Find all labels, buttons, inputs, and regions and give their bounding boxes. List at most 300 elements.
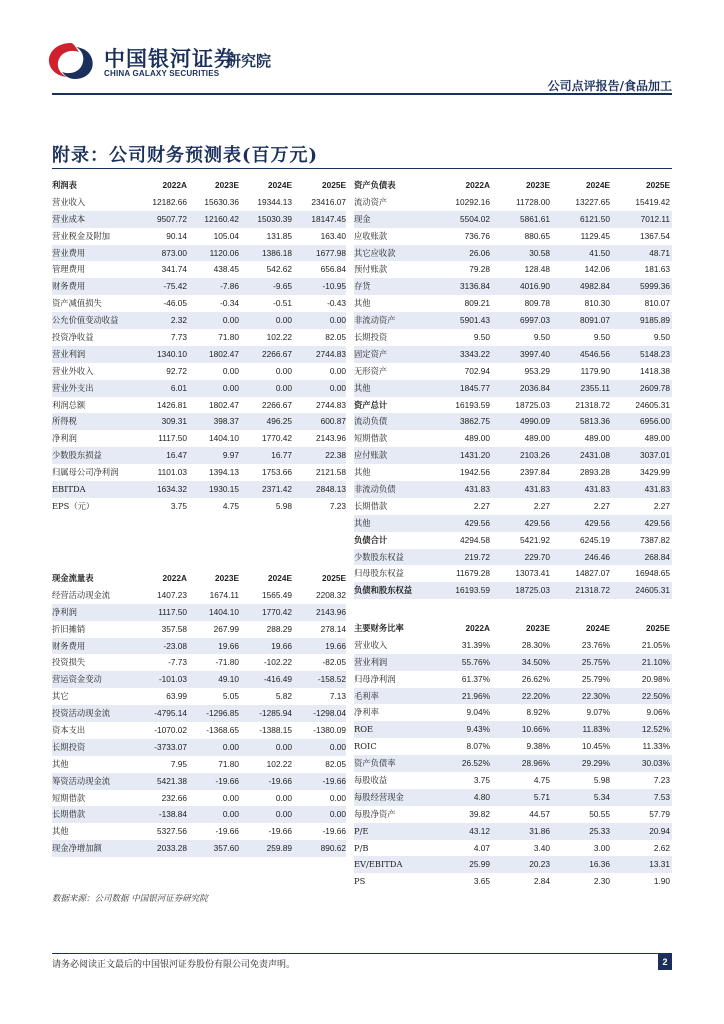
table-row — [52, 278, 346, 295]
row-label: 少数股东损益 — [52, 450, 102, 461]
row-label: 归属母公司净利润 — [52, 467, 119, 478]
row-value: -1285.94 — [259, 708, 292, 719]
row-value: 7.23 — [329, 500, 346, 511]
row-value: 31.39% — [461, 639, 490, 650]
row-value: 2848.13 — [316, 484, 346, 495]
row-value: 9507.72 — [157, 213, 187, 224]
row-value: 3.65 — [473, 876, 490, 887]
row-label: 投资损失 — [52, 657, 86, 668]
row-label: 现金 — [354, 213, 371, 224]
row-value: 22.30% — [581, 690, 610, 701]
row-value: 16.36 — [589, 859, 610, 870]
table-row — [52, 261, 346, 278]
table-row — [354, 228, 672, 245]
row-label: 投资活动现金流 — [52, 708, 111, 719]
row-value: 5421.92 — [520, 534, 550, 545]
row-value: 128.48 — [524, 264, 550, 275]
row-value: 5861.61 — [520, 213, 550, 224]
row-label: 公允价值变动收益 — [52, 315, 119, 326]
table-row — [52, 840, 346, 857]
table-row — [52, 688, 346, 705]
table-row — [52, 705, 346, 722]
row-value: 2893.28 — [580, 467, 610, 478]
row-value: 953.29 — [524, 365, 550, 376]
row-value: 5.98 — [593, 775, 610, 786]
row-value: 1802.47 — [209, 348, 239, 359]
row-value: 61.37% — [461, 673, 490, 684]
row-value: 4.07 — [473, 842, 490, 853]
page-number: 2 — [658, 954, 672, 970]
row-value: -1388.15 — [259, 725, 292, 736]
report-type: 公司点评报告/食品加工 — [547, 79, 672, 93]
row-value: 431.83 — [584, 484, 610, 495]
row-value: 9.07% — [586, 707, 610, 718]
appendix-title: 附录：公司财务预测表(百万元) — [52, 145, 319, 166]
row-value: 8091.07 — [580, 315, 610, 326]
row-label: 应收账款 — [354, 230, 388, 241]
row-value: -19.66 — [268, 826, 292, 837]
row-value: 11679.28 — [456, 568, 490, 579]
row-value: 2.27 — [473, 500, 490, 511]
row-value: 48.71 — [649, 247, 670, 258]
row-value: 5901.43 — [460, 315, 490, 326]
row-label: 应付账款 — [354, 450, 388, 461]
row-value: 9.38% — [526, 741, 550, 752]
row-value: 3429.99 — [640, 467, 670, 478]
row-value: 20.23 — [529, 859, 550, 870]
table-header-row — [354, 620, 672, 637]
table-row — [52, 228, 346, 245]
table-row — [354, 464, 672, 481]
year-header: 2025E — [322, 180, 346, 190]
row-value: 0.00 — [329, 741, 346, 752]
row-value: 22.50% — [641, 690, 670, 701]
row-value: 3037.01 — [640, 450, 670, 461]
row-value: 288.29 — [266, 623, 292, 634]
row-label: 资产总计 — [354, 399, 388, 410]
table-header-row — [52, 177, 346, 194]
row-value: 20.94 — [649, 825, 670, 836]
row-value: 2355.11 — [580, 382, 610, 393]
year-header: 2025E — [646, 623, 670, 633]
row-label: 利润总额 — [52, 399, 86, 410]
table-row — [52, 823, 346, 840]
table-row — [52, 654, 346, 671]
row-label: 资产减值损失 — [52, 298, 102, 309]
row-value: 26.52% — [461, 758, 490, 769]
row-value: 2.27 — [653, 500, 670, 511]
row-value: 429.56 — [584, 517, 610, 528]
table-title: 主要财务比率 — [354, 623, 404, 633]
row-value: 90.14 — [166, 230, 187, 241]
row-value: 873.00 — [161, 247, 187, 258]
row-label: 资产负债率 — [354, 758, 396, 769]
row-value: 0.00 — [329, 792, 346, 803]
row-value: 1674.11 — [209, 589, 239, 600]
row-value: -19.66 — [268, 775, 292, 786]
row-value: 1.90 — [653, 876, 670, 887]
row-value: 71.80 — [218, 332, 239, 343]
table-row — [354, 245, 672, 262]
row-value: 1431.20 — [460, 450, 490, 461]
table-row — [354, 397, 672, 414]
row-label: 归母股东权益 — [354, 568, 404, 579]
row-value: 2143.96 — [316, 606, 346, 617]
row-label: EV/EBITDA — [354, 859, 403, 870]
row-value: 7387.82 — [640, 534, 670, 545]
row-value: 1101.03 — [157, 467, 187, 478]
row-value: -75.42 — [163, 281, 187, 292]
table-row — [52, 245, 346, 262]
row-value: 49.10 — [218, 674, 239, 685]
row-label: EPS（元） — [52, 500, 95, 511]
row-value: 5.82 — [275, 691, 292, 702]
row-value: 429.56 — [464, 517, 490, 528]
year-header: 2023E — [526, 180, 550, 190]
row-value: 41.50 — [589, 247, 610, 258]
row-label: ROIC — [354, 741, 377, 752]
row-value: -7.86 — [220, 281, 239, 292]
row-value: 357.60 — [213, 843, 239, 854]
row-label: 营业外支出 — [52, 382, 94, 393]
table-row — [354, 346, 672, 363]
row-label: 经营活动现金流 — [52, 589, 111, 600]
row-value: 431.83 — [644, 484, 670, 495]
row-value: 1565.49 — [262, 589, 292, 600]
table-row — [52, 413, 346, 430]
table-row — [354, 755, 672, 772]
row-value: 431.83 — [524, 484, 550, 495]
row-value: 9.43% — [466, 724, 490, 735]
table-row — [354, 721, 672, 738]
year-header: 2025E — [646, 180, 670, 190]
row-value: 6121.50 — [580, 213, 610, 224]
row-value: 10.66% — [521, 724, 550, 735]
row-value: 63.99 — [166, 691, 187, 702]
table-row — [354, 363, 672, 380]
row-value: 24605.31 — [635, 585, 670, 596]
row-value: 57.79 — [649, 808, 670, 819]
row-value: 21.96% — [461, 690, 490, 701]
row-value: 44.57 — [529, 808, 550, 819]
row-value: 809.21 — [464, 298, 490, 309]
row-value: 22.38 — [325, 450, 346, 461]
row-value: 163.40 — [320, 230, 346, 241]
row-value: 22.20% — [521, 690, 550, 701]
table-row — [354, 840, 672, 857]
table-row — [354, 194, 672, 211]
row-value: 30.58 — [529, 247, 550, 258]
row-value: 2.30 — [593, 876, 610, 887]
row-value: 1404.10 — [209, 606, 239, 617]
row-value: 0.00 — [329, 365, 346, 376]
year-header: 2023E — [526, 623, 550, 633]
row-value: -0.43 — [327, 298, 346, 309]
table-row — [52, 380, 346, 397]
row-label: 营业外收入 — [52, 365, 94, 376]
row-value: 0.00 — [329, 809, 346, 820]
cash-flow-table — [52, 570, 346, 857]
year-header: 2024E — [586, 623, 610, 633]
row-value: 23416.07 — [311, 196, 346, 207]
row-value: 0.00 — [222, 365, 239, 376]
table-row — [354, 873, 672, 890]
table-row — [354, 413, 672, 430]
table-row — [52, 671, 346, 688]
row-value: 431.83 — [464, 484, 490, 495]
row-label: 其它 — [52, 691, 69, 702]
table-header-row — [354, 177, 672, 194]
row-value: 398.37 — [213, 416, 239, 427]
row-value: -1070.02 — [154, 725, 187, 736]
row-value: 1942.56 — [460, 467, 490, 478]
table-row — [354, 637, 672, 654]
row-value: 219.72 — [464, 551, 490, 562]
row-label: 流动负债 — [354, 416, 388, 427]
row-value: 5327.56 — [157, 826, 187, 837]
row-value: 809.78 — [524, 298, 550, 309]
row-value: 12.52% — [641, 724, 670, 735]
row-label: 现金净增加额 — [52, 843, 102, 854]
row-value: 8.92% — [526, 707, 550, 718]
row-value: -0.51 — [273, 298, 292, 309]
row-label: 其它应收款 — [354, 247, 396, 258]
row-label: P/B — [354, 842, 369, 853]
title-divider — [52, 168, 672, 169]
year-header: 2024E — [586, 180, 610, 190]
income-statement-table — [52, 177, 346, 515]
row-value: -1380.09 — [313, 725, 346, 736]
table-row — [52, 638, 346, 655]
row-label: 非流动资产 — [354, 315, 396, 326]
row-value: 0.00 — [275, 315, 292, 326]
row-value: 1802.47 — [209, 399, 239, 410]
data-source-note: 数据来源：公司数据 中国银河证券研究院 — [52, 894, 208, 904]
footer-divider — [52, 953, 672, 954]
row-value: 26.06 — [469, 247, 490, 258]
row-label: 负债合计 — [354, 534, 388, 545]
row-value: 1770.42 — [262, 433, 292, 444]
row-value: 2.84 — [533, 876, 550, 887]
row-value: 19.66 — [325, 640, 346, 651]
row-label: 净利率 — [354, 707, 379, 718]
table-row — [52, 739, 346, 756]
row-value: 181.63 — [644, 264, 670, 275]
row-value: 5421.38 — [157, 775, 187, 786]
row-value: 19344.13 — [257, 196, 292, 207]
row-value: 5.98 — [275, 500, 292, 511]
row-value: 1753.66 — [262, 467, 292, 478]
row-value: 13.31 — [649, 859, 670, 870]
row-label: 营业利润 — [52, 348, 86, 359]
row-value: 39.82 — [469, 808, 490, 819]
row-value: -102.22 — [263, 657, 292, 668]
row-value: 2266.67 — [262, 348, 292, 359]
table-row — [354, 515, 672, 532]
table-title: 现金流量表 — [52, 573, 94, 583]
year-header: 2023E — [215, 180, 239, 190]
row-value: 0.00 — [275, 382, 292, 393]
row-value: 19.66 — [271, 640, 292, 651]
row-label: 其他 — [354, 517, 371, 528]
row-value: 55.76% — [461, 656, 490, 667]
row-value: 1677.98 — [316, 247, 346, 258]
row-value: 4016.90 — [520, 281, 550, 292]
row-value: 92.72 — [166, 365, 187, 376]
row-value: 21318.72 — [575, 585, 610, 596]
row-value: 4982.84 — [580, 281, 610, 292]
row-value: 1386.18 — [262, 247, 292, 258]
table-title: 利润表 — [52, 180, 77, 190]
row-value: 34.50% — [521, 656, 550, 667]
table-row — [354, 481, 672, 498]
row-label: 长期借款 — [354, 500, 388, 511]
row-value: 12182.66 — [152, 196, 187, 207]
row-value: 2609.78 — [640, 382, 670, 393]
row-value: 25.33 — [589, 825, 610, 836]
table-row — [354, 654, 672, 671]
table-row — [52, 604, 346, 621]
table-header-row — [52, 570, 346, 587]
table-row — [52, 346, 346, 363]
table-row — [52, 481, 346, 498]
row-value: 5148.23 — [640, 348, 670, 359]
table-row — [52, 464, 346, 481]
row-value: 3.00 — [593, 842, 610, 853]
row-value: 810.07 — [644, 298, 670, 309]
row-value: 9.50 — [473, 332, 490, 343]
table-row — [52, 312, 346, 329]
table-row — [354, 549, 672, 566]
row-value: 736.76 — [464, 230, 490, 241]
row-value: 16.77 — [271, 450, 292, 461]
row-label: 短期借款 — [354, 433, 388, 444]
row-value: 1404.10 — [209, 433, 239, 444]
table-row — [354, 430, 672, 447]
row-value: 1426.81 — [157, 399, 187, 410]
row-value: 890.62 — [320, 843, 346, 854]
row-value: 810.30 — [584, 298, 610, 309]
row-value: 102.22 — [266, 758, 292, 769]
row-label: PS — [354, 876, 366, 887]
row-value: 9.06% — [646, 707, 670, 718]
row-value: 880.65 — [524, 230, 550, 241]
row-value: -0.34 — [220, 298, 239, 309]
row-label: EBITDA — [52, 484, 86, 495]
row-label: 营业收入 — [52, 196, 86, 207]
row-value: 357.58 — [161, 623, 187, 634]
row-value: 489.00 — [584, 433, 610, 444]
row-value: 5504.02 — [460, 213, 490, 224]
row-value: 3.75 — [473, 775, 490, 786]
table-row — [354, 498, 672, 515]
row-value: 4.75 — [533, 775, 550, 786]
row-value: 102.22 — [266, 332, 292, 343]
table-row — [52, 430, 346, 447]
table-row — [354, 823, 672, 840]
row-label: 非流动负债 — [354, 484, 396, 495]
row-value: 1634.32 — [157, 484, 187, 495]
row-value: 7.13 — [329, 691, 346, 702]
row-value: 3997.40 — [520, 348, 550, 359]
row-value: -82.05 — [322, 657, 346, 668]
row-value: 7.23 — [653, 775, 670, 786]
row-label: 流动资产 — [354, 196, 388, 207]
row-value: 13073.41 — [515, 568, 550, 579]
row-value: 9185.89 — [640, 315, 670, 326]
row-value: 11.33% — [642, 741, 670, 752]
row-label: 管理费用 — [52, 264, 86, 275]
table-row — [354, 312, 672, 329]
row-value: 2033.28 — [157, 843, 187, 854]
row-value: 19.66 — [218, 640, 239, 651]
row-label: 筹资活动现金流 — [52, 775, 111, 786]
brand-name-cn: 中国银河证券 — [104, 47, 236, 71]
row-value: 25.79% — [581, 673, 610, 684]
row-value: 2036.84 — [520, 382, 550, 393]
row-label: 资本支出 — [52, 725, 86, 736]
row-value: 18725.03 — [515, 399, 550, 410]
row-value: 1117.50 — [158, 433, 187, 444]
row-value: 4990.09 — [520, 416, 550, 427]
row-label: 少数股东权益 — [354, 551, 404, 562]
row-label: 归母净利润 — [354, 673, 396, 684]
row-value: 7.73 — [170, 332, 187, 343]
year-header: 2022A — [465, 623, 490, 633]
row-value: 429.56 — [644, 517, 670, 528]
row-label: 其他 — [354, 382, 371, 393]
row-value: 2.27 — [533, 500, 550, 511]
table-title: 资产负债表 — [354, 180, 396, 190]
table-row — [354, 738, 672, 755]
row-label: 长期投资 — [354, 332, 388, 343]
table-row — [52, 722, 346, 739]
row-value: 11728.00 — [516, 196, 550, 207]
table-row — [354, 329, 672, 346]
row-value: 12160.42 — [204, 213, 239, 224]
row-value: 25.99 — [469, 859, 490, 870]
row-value: 21.05% — [641, 639, 670, 650]
row-value: 50.55 — [589, 808, 610, 819]
row-label: 所得税 — [52, 416, 77, 427]
row-value: 702.94 — [464, 365, 490, 376]
table-row — [354, 295, 672, 312]
row-value: 15030.39 — [257, 213, 292, 224]
row-value: 1340.10 — [157, 348, 187, 359]
row-label: 财务费用 — [52, 281, 86, 292]
table-row — [52, 363, 346, 380]
row-value: 16.47 — [166, 450, 187, 461]
row-value: 30.03% — [641, 758, 670, 769]
row-value: 438.45 — [213, 264, 239, 275]
row-value: 489.00 — [464, 433, 490, 444]
year-header: 2024E — [268, 180, 292, 190]
row-value: 15630.36 — [204, 196, 239, 207]
row-value: 10.45% — [581, 741, 610, 752]
row-value: 0.00 — [222, 741, 239, 752]
row-label: 长期投资 — [52, 741, 86, 752]
row-value: 16948.65 — [635, 568, 670, 579]
row-value: 1407.23 — [157, 589, 187, 600]
table-row — [52, 587, 346, 604]
table-row — [52, 790, 346, 807]
row-label: 折旧摊销 — [52, 623, 86, 634]
row-label: 营业税金及附加 — [52, 230, 111, 241]
row-value: -71.80 — [215, 657, 239, 668]
row-value: 2143.96 — [316, 433, 346, 444]
table-row — [52, 621, 346, 638]
row-label: 每股净资产 — [354, 808, 396, 819]
